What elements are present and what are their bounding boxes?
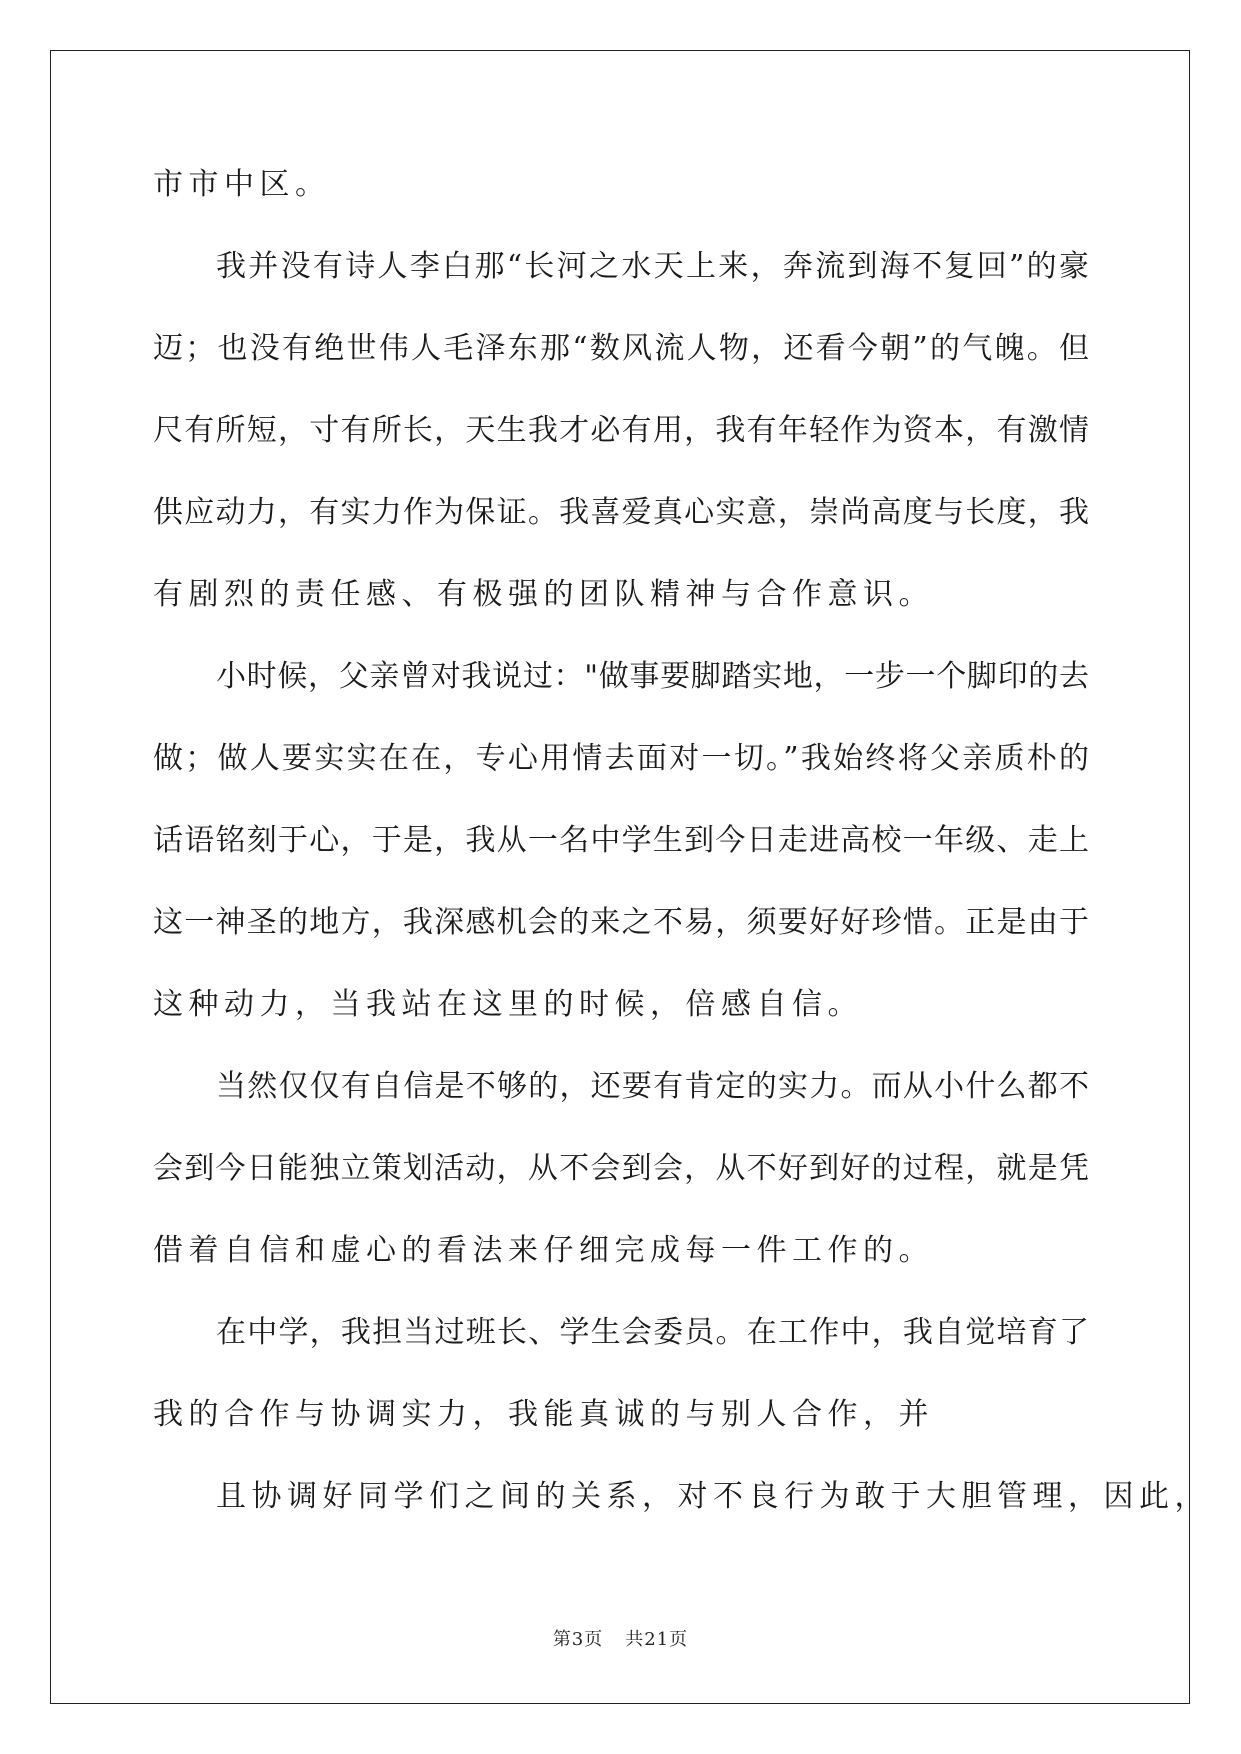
- text-line: 这一神圣的地方，我深感机会的来之不易，须要好好珍惜。正是由于: [153, 905, 1089, 940]
- text-line: 市市中区。: [153, 167, 331, 202]
- text-line: 做；做人要实实在在，专心用情去面对一切。”我始终将父亲质朴的: [153, 741, 1089, 776]
- text-line: 供应动力，有实力作为保证。我喜爱真心实意，崇尚高度与长度，我: [153, 495, 1089, 530]
- text-line: 会到今日能独立策划活动，从不会到会，从不好到好的过程，就是凭: [153, 1151, 1089, 1186]
- text-line: 尺有所短，寸有所长，天生我才必有用，我有年轻作为资本，有激情: [153, 413, 1089, 448]
- text-line: 这种动力，当我站在这里的时候，倍感自信。: [153, 987, 863, 1022]
- page-footer: [0, 1625, 1241, 1651]
- document-body: [153, 160, 1210, 1554]
- text-line: 我的合作与协调实力，我能真诚的与别人合作，并: [153, 1397, 934, 1432]
- text-line: 当然仅仅有自信是不够的，还要有肯定的实力。而从小什么都不: [216, 1069, 1089, 1104]
- text-line: 且协调好同学们之间的关系，对不良行为敢于大胆管理，因此，: [216, 1479, 1210, 1514]
- text-line: 我并没有诗人李白那“长河之水天上来，奔流到海不复回”的豪: [216, 249, 1089, 284]
- page-number: 第3页: [552, 1629, 604, 1650]
- text-line: 有剧烈的责任感、有极强的团队精神与合作意识。: [153, 577, 934, 612]
- text-line: 迈；也没有绝世伟人毛泽东那“数风流人物，还看今朝”的气魄。但: [153, 331, 1089, 366]
- text-line: 话语铭刻于心，于是，我从一名中学生到今日走进高校一年级、走上: [153, 823, 1089, 858]
- page-total: 共21页: [625, 1629, 689, 1650]
- text-line: 小时候，父亲曾对我说过："做事要脚踏实地，一步一个脚印的去: [216, 659, 1089, 694]
- text-line: 在中学，我担当过班长、学生会委员。在工作中，我自觉培育了: [216, 1315, 1089, 1350]
- text-line: 借着自信和虚心的看法来仔细完成每一件工作的。: [153, 1233, 934, 1268]
